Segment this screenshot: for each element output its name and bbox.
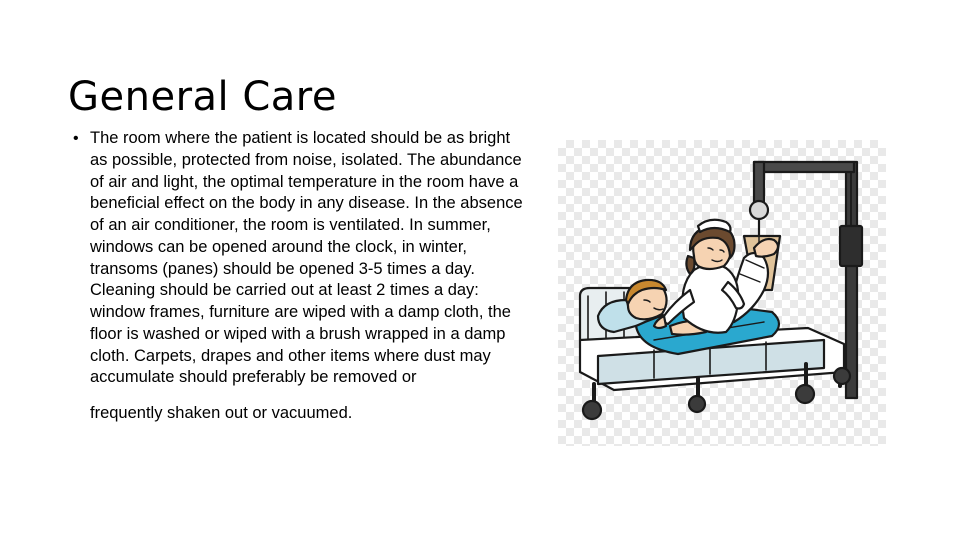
bullet-text: The room where the patient is located should be as bright as possible, protected from noise, isolated. The abundance of air and light, the optimal temperature in the room have a beneficial effect on the body in any disease. In the absence of an air conditioner, the room is ventilated. In summer, windows can be opened around the clock, in winter, transoms (panes) should be opened 3-5 times a day. Cleaning should be carried out at least 2 times a day: window frames, furniture are wiped with a damp cloth, the floor is washed or wiped with a brush wrapped in a damp cloth. Carpets, drapes and other items where dust may accumulate should preferably be removed or (90, 129, 523, 387)
nurse-and-patient-illustration (558, 140, 886, 446)
closing-paragraph: frequently shaken out or vacuumed. (90, 404, 353, 423)
page-title: General Care (68, 73, 337, 120)
bullet-glyph-icon: • (73, 130, 79, 147)
body-text-block (68, 128, 523, 425)
bullet-list (68, 128, 523, 389)
illustration-svg (558, 140, 886, 446)
list-item (73, 128, 523, 389)
